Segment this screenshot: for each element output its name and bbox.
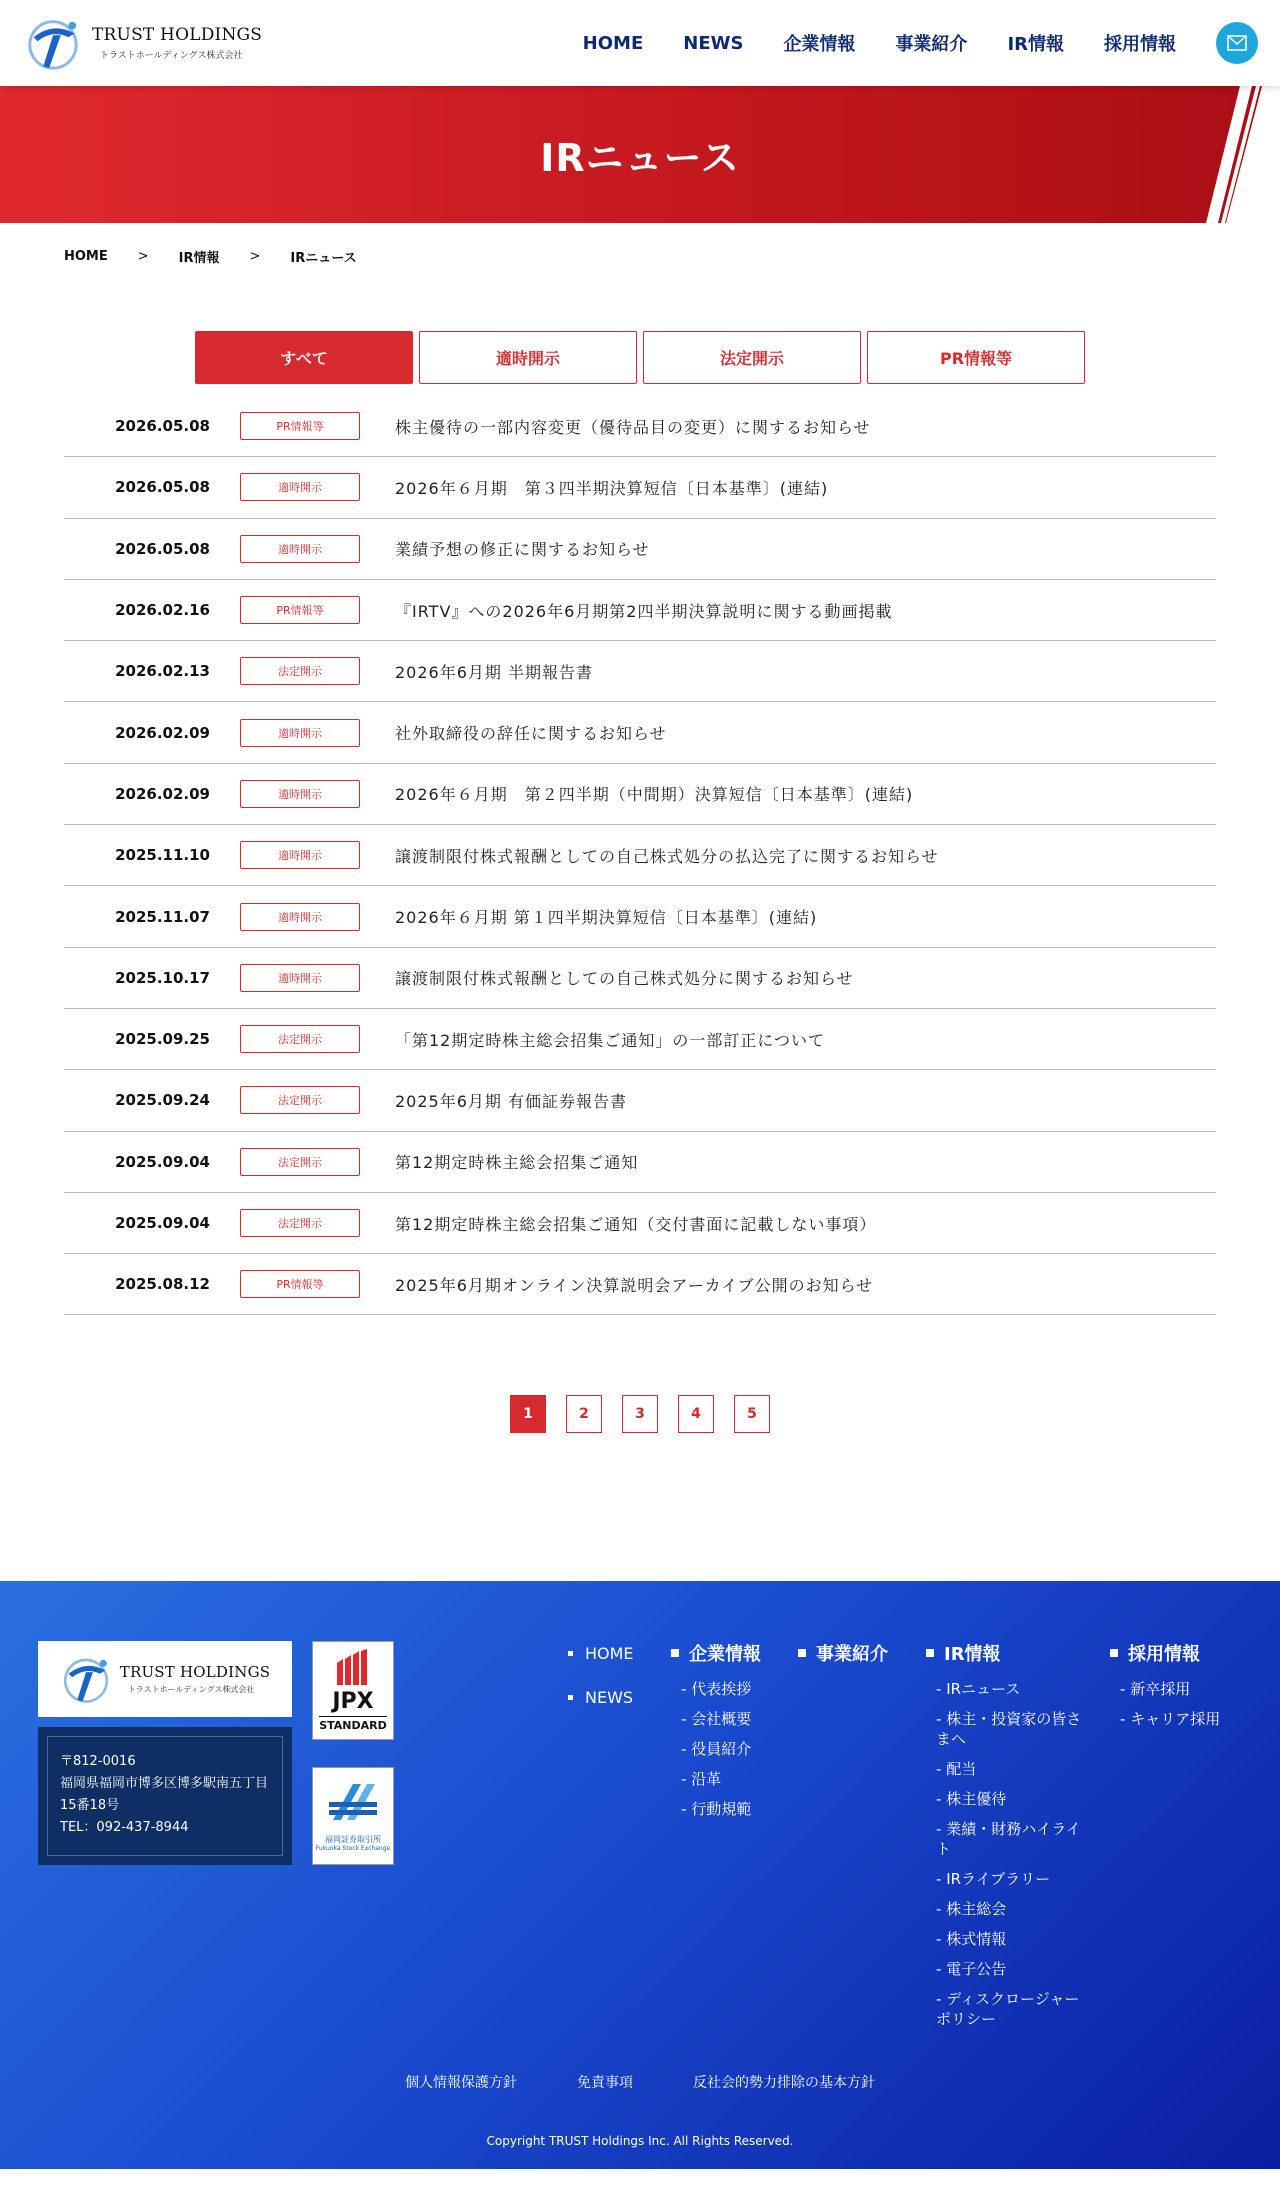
footer-sub-link[interactable]: - 株主優待 bbox=[936, 1790, 1007, 1809]
news-title: 2026年6月期 半期報告書 bbox=[395, 662, 593, 682]
jpx-standard-label: STANDARD bbox=[319, 1716, 387, 1732]
news-category-badge: PR情報等 bbox=[240, 412, 360, 440]
news-row[interactable] bbox=[64, 886, 1216, 947]
footer-heading-business[interactable]: 事業紹介 bbox=[798, 1641, 888, 1665]
footer-ir-links bbox=[926, 1679, 1086, 2029]
news-date: 2025.11.10 bbox=[115, 846, 210, 865]
news-category-badge: 法定開示 bbox=[240, 657, 360, 685]
footer-sub-link[interactable]: - 株主・投資家の皆さまへ bbox=[936, 1710, 1082, 1749]
footer-sub-link[interactable]: - ディスクロージャーポリシー bbox=[936, 1990, 1080, 2029]
footer-sub-link[interactable]: - 新卒採用 bbox=[1120, 1680, 1191, 1699]
footer-col-simple bbox=[568, 1641, 634, 1709]
news-row[interactable] bbox=[64, 396, 1216, 457]
news-row[interactable] bbox=[64, 580, 1216, 641]
page-hero bbox=[0, 86, 1280, 223]
news-row[interactable] bbox=[64, 1070, 1216, 1131]
news-row[interactable] bbox=[64, 457, 1216, 518]
fukuoka-stock-exchange-badge[interactable] bbox=[312, 1767, 394, 1865]
mail-icon bbox=[1227, 35, 1247, 51]
news-row[interactable] bbox=[64, 519, 1216, 580]
news-title: 2026年６月期 第３四半期決算短信〔日本基準〕(連結) bbox=[395, 478, 829, 498]
footer-recruit-links bbox=[1110, 1679, 1250, 1729]
tab-all[interactable]: すべて bbox=[195, 331, 413, 384]
disclaimer-link[interactable]: 免責事項 bbox=[577, 2075, 633, 2092]
page-3[interactable]: 3 bbox=[622, 1395, 658, 1433]
footer-sub-link[interactable]: - IRライブラリー bbox=[936, 1870, 1051, 1889]
news-category-badge: 適時開示 bbox=[240, 964, 360, 992]
footer-link-news[interactable]: NEWS bbox=[568, 1685, 634, 1709]
news-category-badge: 法定開示 bbox=[240, 1148, 360, 1176]
breadcrumb bbox=[0, 223, 1280, 289]
footer-sub-link[interactable]: - 会社概要 bbox=[681, 1710, 752, 1729]
footer-policy-links bbox=[0, 2072, 1280, 2092]
news-title: 譲渡制限付株式報酬としての自己株式処分の払込完了に関するお知らせ bbox=[395, 846, 939, 866]
news-date: 2026.05.08 bbox=[115, 417, 210, 436]
footer-col-business bbox=[798, 1641, 888, 1665]
footer-sub-link[interactable]: - 代表挨拶 bbox=[681, 1680, 752, 1699]
news-date: 2025.09.04 bbox=[115, 1152, 210, 1171]
news-category-badge: 適時開示 bbox=[240, 719, 360, 747]
nav-news[interactable]: NEWS bbox=[683, 32, 744, 54]
footer-sub-link[interactable]: - 行動規範 bbox=[681, 1800, 752, 1819]
breadcrumb-home[interactable]: HOME bbox=[64, 248, 108, 264]
site-logo[interactable] bbox=[24, 14, 262, 72]
logo-name-jp: トラストホールディングス株式会社 bbox=[100, 51, 243, 61]
news-category-badge: 法定開示 bbox=[240, 1209, 360, 1237]
nav-company[interactable]: 企業情報 bbox=[783, 34, 856, 55]
copyright: Copyright TRUST Holdings Inc. All Rights Reserved. bbox=[486, 2134, 794, 2149]
footer-sub-link[interactable]: - 沿革 bbox=[681, 1770, 722, 1789]
news-title: 2025年6月期オンライン決算説明会アーカイブ公開のお知らせ bbox=[395, 1275, 874, 1295]
news-title: 2026年６月期 第２四半期（中間期）決算短信〔日本基準〕(連結) bbox=[395, 785, 914, 805]
news-category-badge: 適時開示 bbox=[240, 903, 360, 931]
news-title: 2025年6月期 有価証券報告書 bbox=[395, 1091, 627, 1111]
page-2[interactable]: 2 bbox=[566, 1395, 602, 1433]
jpx-label: JPX bbox=[332, 1689, 374, 1715]
footer-address bbox=[38, 1727, 292, 1865]
news-title: 2026年６月期 第１四半期決算短信〔日本基準〕(連結) bbox=[395, 908, 818, 928]
postal-code: 〒812-0016 bbox=[60, 1754, 136, 1770]
news-category-badge: 法定開示 bbox=[240, 1086, 360, 1114]
news-date: 2025.10.17 bbox=[115, 968, 210, 987]
nav-business[interactable]: 事業紹介 bbox=[895, 34, 968, 55]
pagination bbox=[0, 1395, 1280, 1433]
page-1[interactable]: 1 bbox=[510, 1395, 546, 1433]
news-row[interactable] bbox=[64, 825, 1216, 886]
breadcrumb-separator: > bbox=[137, 248, 149, 264]
news-row[interactable] bbox=[64, 641, 1216, 702]
news-date: 2025.09.04 bbox=[115, 1214, 210, 1232]
news-category-badge: PR情報等 bbox=[240, 1270, 360, 1298]
phone-number: TEL：092-437-8944 bbox=[60, 1820, 189, 1836]
footer-col-recruit bbox=[1110, 1641, 1250, 1739]
address-line-2: 15番18号 bbox=[60, 1798, 120, 1814]
news-category-badge: PR情報等 bbox=[240, 596, 360, 624]
tab-pr-info[interactable]: PR情報等 bbox=[867, 331, 1085, 384]
page-5[interactable]: 5 bbox=[734, 1395, 770, 1433]
news-title: 譲渡制限付株式報酬としての自己株式処分に関するお知らせ bbox=[395, 969, 854, 989]
trust-logo-icon bbox=[60, 1653, 112, 1705]
footer-sub-link[interactable]: - 配当 bbox=[936, 1760, 977, 1779]
footer-col-company bbox=[671, 1641, 791, 1829]
news-category-badge: 適時開示 bbox=[240, 841, 360, 869]
jpx-logo-icon bbox=[333, 1649, 373, 1689]
category-tabs bbox=[0, 331, 1280, 384]
news-row[interactable] bbox=[64, 1193, 1216, 1254]
news-category-badge: 適時開示 bbox=[240, 780, 360, 808]
logo-name-en: TRUST HOLDINGS bbox=[92, 25, 263, 45]
fse-label-en: Fukuoka Stock Exchange bbox=[315, 1845, 391, 1853]
antisocial-policy-link[interactable]: 反社会的勢力排除の基本方針 bbox=[693, 2075, 875, 2092]
news-title: 株主優待の一部内容変更（優待品目の変更）に関するお知らせ bbox=[395, 417, 871, 437]
footer-logo[interactable] bbox=[38, 1641, 292, 1717]
footer-col-ir bbox=[926, 1641, 1086, 2039]
bullet-icon bbox=[1110, 1649, 1118, 1657]
news-category-badge: 適時開示 bbox=[240, 473, 360, 501]
news-date: 2025.11.07 bbox=[115, 907, 210, 926]
site-header bbox=[0, 0, 1280, 86]
nav-recruit[interactable]: 採用情報 bbox=[1104, 34, 1176, 55]
footer-heading-company[interactable]: 企業情報 bbox=[671, 1641, 791, 1665]
fse-label-jp: 福岡証券取引所 bbox=[325, 1835, 381, 1845]
news-category-badge: 法定開示 bbox=[240, 1025, 360, 1053]
main-nav bbox=[543, 22, 1258, 64]
page-title: IRニュース bbox=[540, 136, 740, 180]
news-row[interactable] bbox=[64, 1254, 1216, 1315]
news-date: 2026.02.13 bbox=[115, 662, 210, 681]
news-row[interactable] bbox=[64, 948, 1216, 1009]
footer-heading-recruit[interactable]: 採用情報 bbox=[1110, 1641, 1250, 1665]
footer-sub-link[interactable]: - 株主総会 bbox=[936, 1900, 1007, 1919]
footer-logo-name-jp: トラストホールディングス株式会社 bbox=[127, 1685, 255, 1695]
news-date: 2026.02.09 bbox=[115, 723, 210, 742]
news-title: 「第12期定時株主総会招集ご通知」の一部訂正について bbox=[395, 1030, 826, 1050]
footer-sub-link[interactable]: - 電子公告 bbox=[936, 1960, 1007, 1979]
news-title: 業績予想の修正に関するお知らせ bbox=[395, 540, 650, 560]
news-title: 社外取締役の辞任に関するお知らせ bbox=[395, 724, 667, 744]
privacy-policy-link[interactable]: 個人情報保護方針 bbox=[405, 2075, 517, 2092]
bullet-icon bbox=[568, 1651, 573, 1656]
trust-logo-icon bbox=[24, 14, 82, 72]
tab-statutory-disclosure[interactable]: 法定開示 bbox=[643, 331, 861, 384]
bullet-icon bbox=[798, 1649, 806, 1657]
nav-home[interactable]: HOME bbox=[582, 32, 644, 54]
footer-heading-ir[interactable]: IR情報 bbox=[926, 1641, 1086, 1665]
news-date: 2026.05.08 bbox=[115, 539, 210, 558]
fse-logo-icon bbox=[325, 1780, 381, 1830]
contact-mail-button[interactable] bbox=[1216, 22, 1258, 64]
breadcrumb-ir[interactable]: IR情報 bbox=[178, 250, 220, 266]
news-row[interactable] bbox=[64, 1009, 1216, 1070]
jpx-standard-badge[interactable] bbox=[312, 1641, 394, 1740]
footer-company-links bbox=[671, 1679, 791, 1819]
breadcrumb-separator: > bbox=[249, 248, 261, 264]
news-row[interactable] bbox=[64, 764, 1216, 825]
bullet-icon bbox=[926, 1649, 934, 1657]
breadcrumb-current: IRニュース bbox=[290, 250, 357, 266]
tab-timely-disclosure[interactable]: 適時開示 bbox=[419, 331, 637, 384]
footer-sub-link[interactable]: - 業績・財務ハイライト bbox=[936, 1820, 1081, 1859]
bullet-icon bbox=[671, 1649, 679, 1657]
page-4[interactable]: 4 bbox=[678, 1395, 714, 1433]
news-title: 第12期定時株主総会招集ご通知 bbox=[395, 1153, 639, 1173]
footer-sub-link[interactable]: - 役員紹介 bbox=[681, 1740, 752, 1759]
news-row[interactable] bbox=[64, 1132, 1216, 1193]
news-category-badge: 適時開示 bbox=[240, 535, 360, 563]
footer-sub-link[interactable]: - 株式情報 bbox=[936, 1930, 1007, 1949]
address-line-1: 福岡県福岡市博多区博多駅南五丁目 bbox=[60, 1776, 269, 1792]
footer-sub-link[interactable]: - IRニュース bbox=[936, 1680, 1021, 1699]
site-footer bbox=[0, 1581, 1280, 2169]
bullet-icon bbox=[568, 1695, 573, 1700]
news-date: 2026.05.08 bbox=[115, 478, 210, 497]
nav-ir[interactable]: IR情報 bbox=[1007, 34, 1064, 55]
news-date: 2025.09.25 bbox=[115, 1030, 210, 1049]
hero-stripe-decoration bbox=[1130, 86, 1280, 223]
news-date: 2026.02.09 bbox=[115, 784, 210, 803]
footer-sub-link[interactable]: - キャリア採用 bbox=[1120, 1710, 1221, 1729]
news-date: 2025.08.12 bbox=[115, 1275, 210, 1294]
news-title: 『IRTV』への2026年6月期第2四半期決算説明に関する動画掲載 bbox=[395, 601, 893, 621]
news-date: 2025.09.24 bbox=[115, 1091, 210, 1110]
news-list bbox=[64, 396, 1216, 1315]
news-title: 第12期定時株主総会招集ご通知（交付書面に記載しない事項） bbox=[395, 1214, 877, 1234]
footer-logo-name-en: TRUST HOLDINGS bbox=[119, 1663, 271, 1682]
footer-link-home[interactable]: HOME bbox=[568, 1641, 634, 1665]
news-row[interactable] bbox=[64, 702, 1216, 763]
news-date: 2026.02.16 bbox=[115, 601, 210, 620]
